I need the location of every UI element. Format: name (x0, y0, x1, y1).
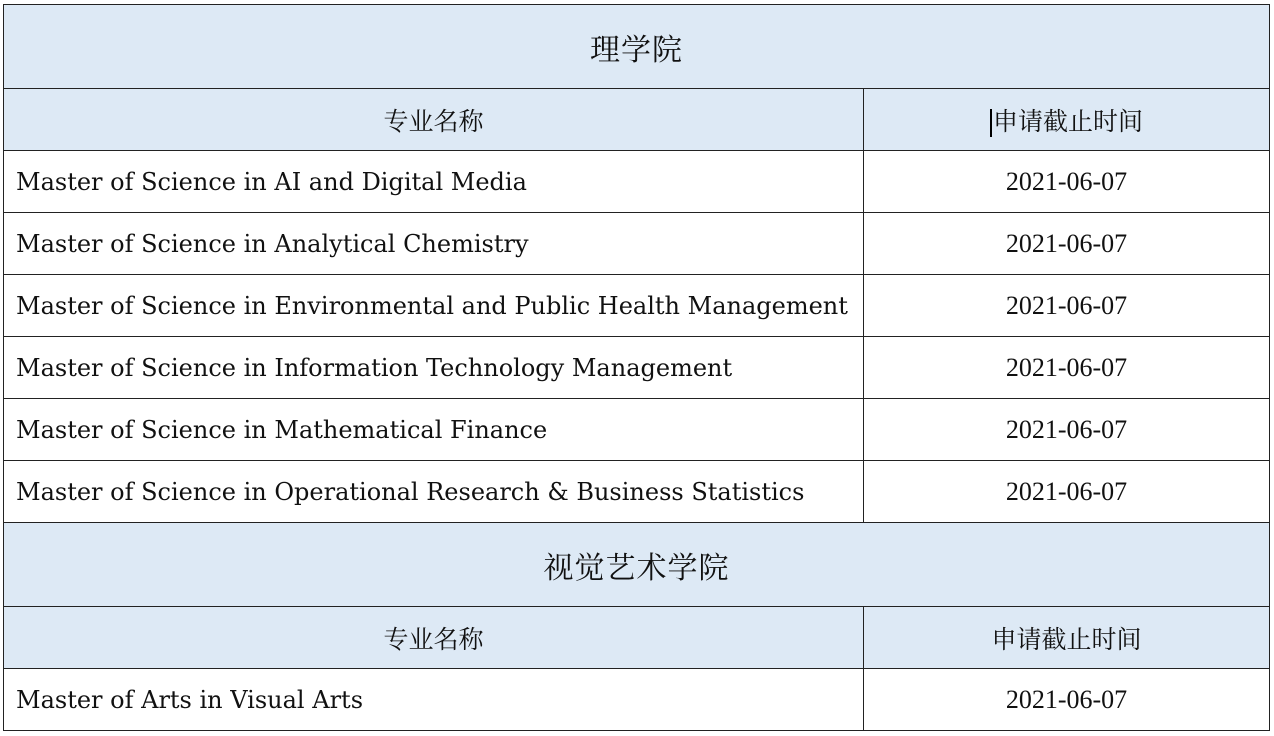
program-name-cell: Master of Science in Analytical Chemistry (4, 213, 864, 275)
table-row (4, 669, 1270, 731)
deadline-cell: 2021-06-07 (864, 275, 1270, 337)
deadline-cell: 2021-06-07 (864, 461, 1270, 523)
section-title-row (4, 5, 1270, 89)
column-header-program-name: 专业名称 (4, 607, 864, 669)
program-name-cell: Master of Science in Mathematical Finance (4, 399, 864, 461)
section-title-row (4, 523, 1270, 607)
program-name-cell: Master of Arts in Visual Arts (4, 669, 864, 731)
column-header-deadline (864, 89, 1270, 151)
deadline-cell: 2021-06-07 (864, 337, 1270, 399)
program-deadline-table (3, 4, 1270, 731)
table-row (4, 399, 1270, 461)
table-row (4, 337, 1270, 399)
column-header-row (4, 89, 1270, 151)
table-row (4, 275, 1270, 337)
program-name-cell: Master of Science in AI and Digital Media (4, 151, 864, 213)
column-header-deadline: 申请截止时间 (864, 607, 1270, 669)
column-header-row (4, 607, 1270, 669)
program-name-cell: Master of Science in Information Technology Management (4, 337, 864, 399)
table-row (4, 213, 1270, 275)
deadline-cell: 2021-06-07 (864, 399, 1270, 461)
section-title: 视觉艺术学院 (4, 523, 1270, 607)
column-header-deadline-label: 申请截止时间 (992, 106, 1143, 136)
deadline-cell: 2021-06-07 (864, 213, 1270, 275)
deadline-cell: 2021-06-07 (864, 669, 1270, 731)
table-row (4, 151, 1270, 213)
column-header-program-name: 专业名称 (4, 89, 864, 151)
text-cursor-icon (990, 109, 992, 137)
deadline-cell: 2021-06-07 (864, 151, 1270, 213)
section-title: 理学院 (4, 5, 1270, 89)
program-name-cell: Master of Science in Environmental and Public Health Management (4, 275, 864, 337)
table-row (4, 461, 1270, 523)
deadline-table-container (3, 4, 1269, 732)
program-name-cell: Master of Science in Operational Research & Business Statistics (4, 461, 864, 523)
